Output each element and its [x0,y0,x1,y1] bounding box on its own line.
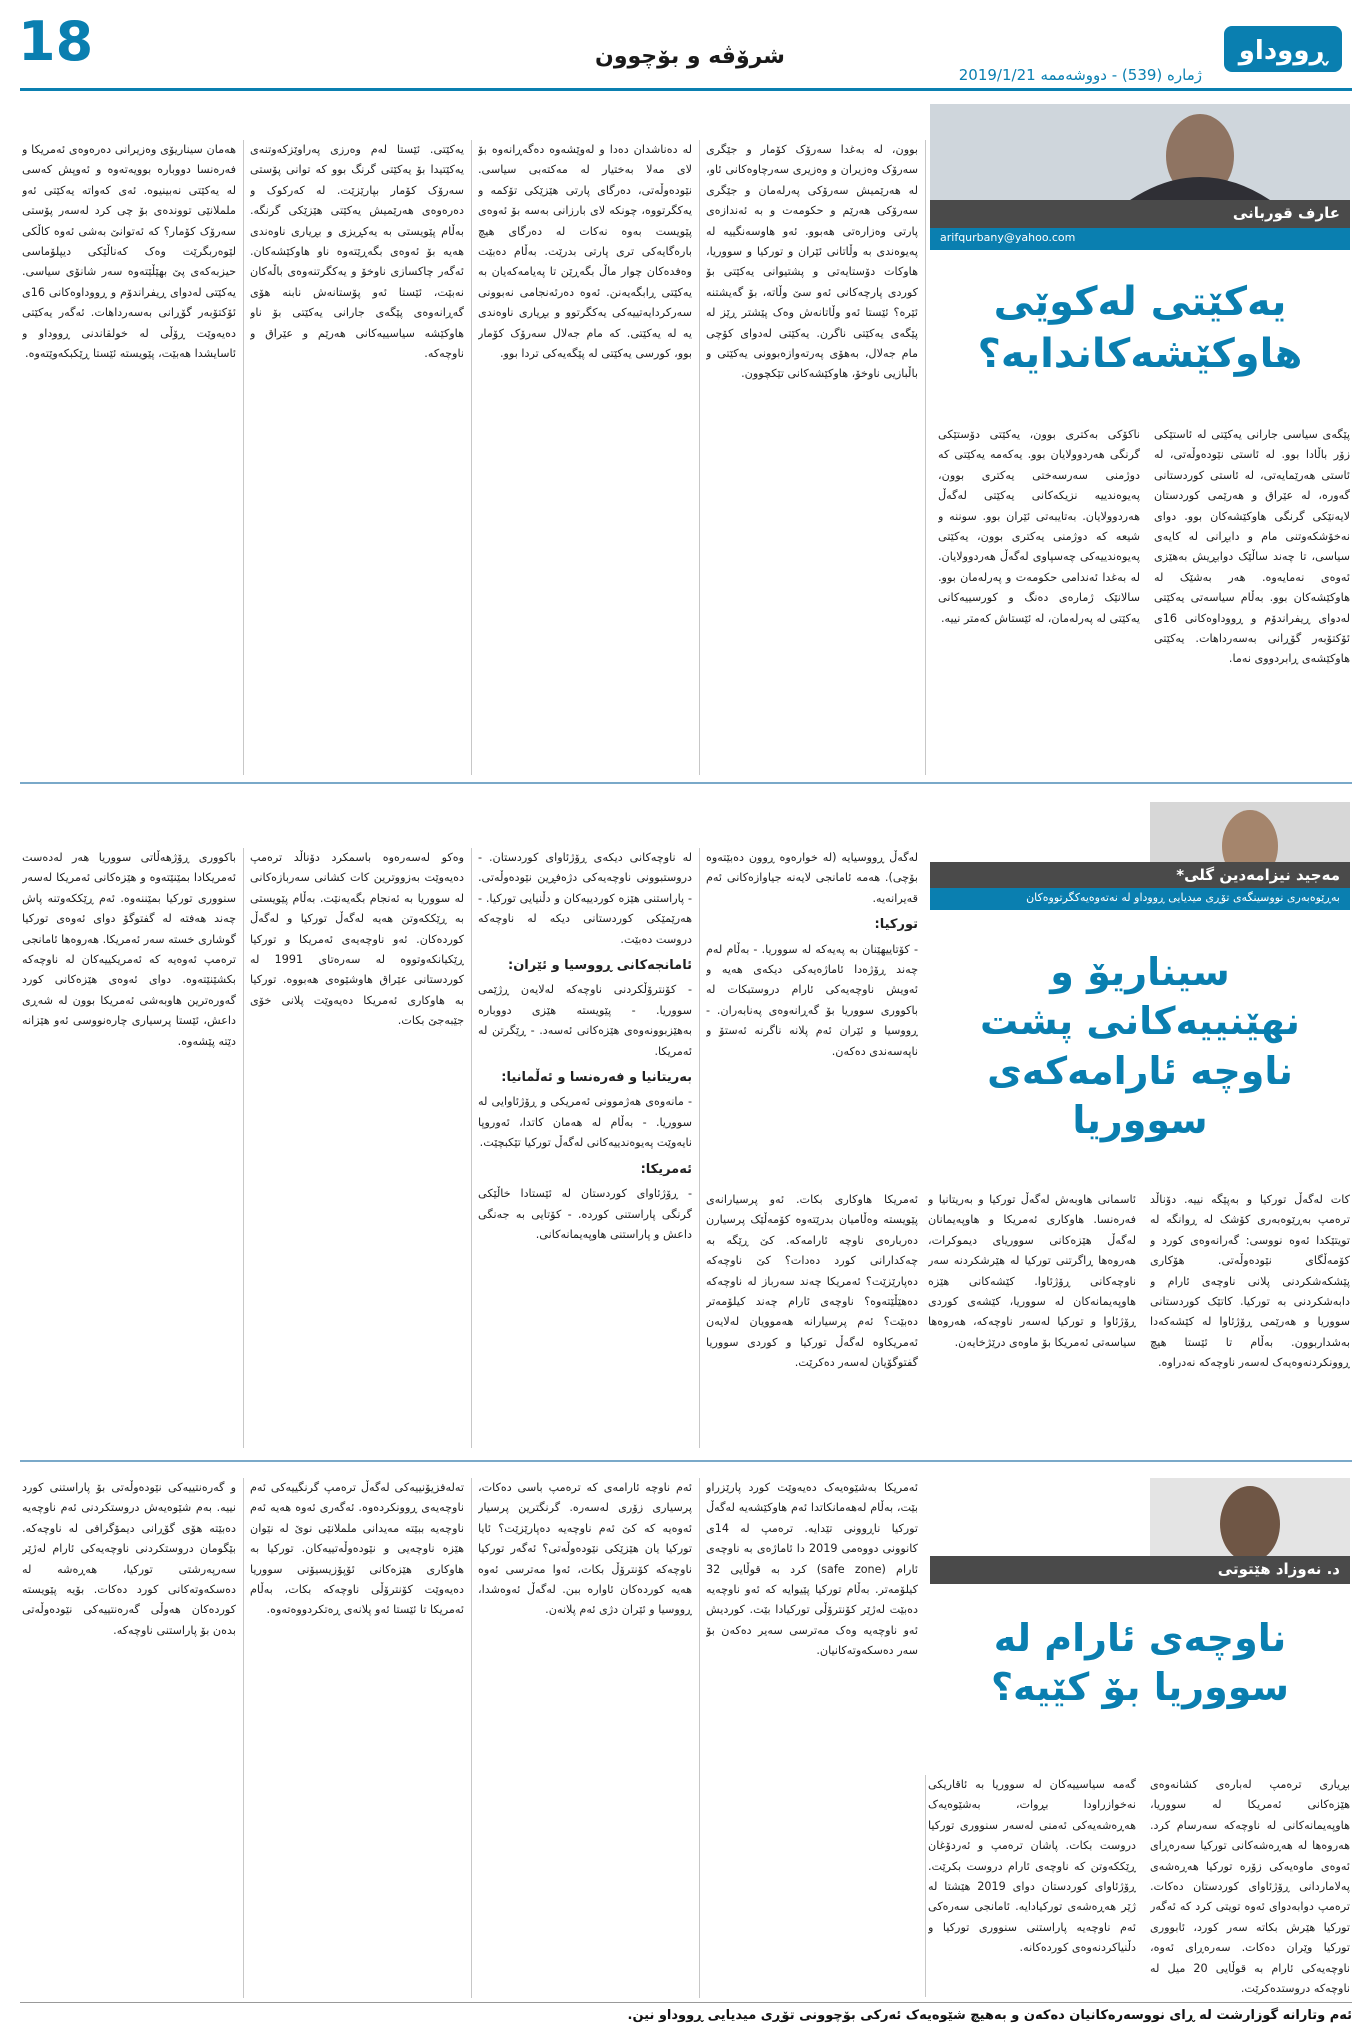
article2-col-a: کات لەگەڵ تورکیا و بەپێگە نییە. دۆناڵد ترەمپ بەڕێوەبەری کۆشک لە ڕوانگە لە تویتێکدا ئەوە نووسی: گەرانەوەی کورد و کۆمەڵگای نێودەوڵەتی. هۆکاری پێشکەشکردنی پلانی ناوچەی ئارام و دابەشکردنی بە تورکیا. کاتێک کوردستانی سووریا و هەرێمی ڕۆژئاوا لە کێشەکەدا بەشداربوون. بەڵام تا ئێستا هیچ ڕوونکردنەوەیەک لەسەر ناوچەکە نەدراوە. [1150,1193,1350,1370]
article2-e-text: لە ناوچەکانی دیکەی ڕۆژئاوای کوردستان. - دروستبوونی ناوچەیەکی دژەفڕین نێودەوڵەتی. - پاراستنی هێزە کوردییەکان و دڵنیایی تورکیا. - هەرێمێکی کوردستانی دیکە لە ناوچەکە دروست دەبێت. [478,851,692,946]
article3-col-d: ئەم ناوچە ئارامەی کە ترەمپ باسی دەکات، پرسیاری زۆری لەسەرە. گرنگترین پرسیار ئەوەیە کە کێ ئەم ناوچەیە دەپارێزێت؟ ئایا تورکیا یان هێزێکی نێودەوڵەتی؟ ئەگەر تورکیا ناوچەکە کۆنترۆڵ بکات، ئەوا مەترسی ئەوە هەیە کوردەکان ئاوارە ببن. لەگەڵ ئەوەشدا، ڕووسیا و ئێران دژی ئەم پلانەن. [478,1481,692,1617]
article3-col-a: بڕیاری ترەمپ لەبارەی کشانەوەی هێزەکانی ئەمریکا لە سووریا، هاوپەیمانەکانی لە ناوچەکە سەرسام کرد. هەروەها لە هەڕەشەکانی تورکیا سەرەڕای ئەوەی ماوەیەکی زۆرە تورکیا هەڕەشەی پەلاماردانی ڕۆژئاوای کوردستان دەکات. ترەمپ دوابەدوای ئەوە تویتی کرد کە ئەگەر تورکیا هێرش بکاتە سەر کورد، ئابووری تورکیا وێران دەکات. سەرەڕای ئەوە، ناوچەیەکی ئارام بە قوڵایی 20 میل لە ناوچەکە دروستدەکرێت. [1150,1778,1350,1996]
article-title-1: یەکێتی لەکوێی هاوکێشەکاندایە؟ [977,279,1303,377]
article2-intro: لەگەڵ ڕووسیایە (لە خوارەوە ڕوون دەبێتەوە بۆچی). هەمە ئامانجی لایەنە جیاوازەکانی ئەم قەیرانەیە. [706,851,918,905]
footer-rule [20,2002,1352,2003]
column-rule [925,1775,926,1997]
article-divider [20,1460,1352,1462]
column-rule [471,848,472,1448]
column-rule [243,140,244,775]
rudaw-logo [1224,16,1342,80]
section-title: شرۆڤە و بۆچوون [595,44,785,69]
column-rule [471,140,472,775]
page-number: 18 [18,10,94,73]
subhead-turkey: تورکیا: [874,917,918,933]
article2-col-b: ئاسمانی هاوبەش لەگەڵ تورکیا و بەریتانیا و فەرەنسا. هاوکاری ئەمریکا و هاوپەیمانان لەگەڵ هێزەکانی سووریای دیموکرات، هەروەها ڕاگرتنی تورکیا لە هێرشکردنە سەر ناوچەکانی ڕۆژئاوا. کێشەکانی هێزە هاوپەیمانەکان لە سووریا، کێشەی کوردی ڕۆژئاوا و تورکیا لەسەر ناوچەکە، هەروەها سیاسەتی ئەمریکا بۆ ماوەی درێژخایەن. [928,1193,1136,1349]
article2-col-f: وەکو لەسەرەوە باسمکرد دۆناڵد ترەمپ دەیەوێت بەزووترین کات کشانی سەربازەکانی لە سووریا بە ئەنجام بگەیەنێت. بەڵام پێویستی بە ڕێککەوتن هەیە لەگەڵ تورکیا و لەگەڵ کوردەکان. ئەو ناوچەیەی ئەمریکا و تورکیا ڕێکیانکەوتووە لە سەرەتای 1991 لە کوردستانی عێراق هاوشێوەی هەبووە. تورکیا بە هاوکاری ئەمریکا دەیەوێت پلانی خۆی جێبەجێ بکات. [250,851,464,1028]
article2-turkey-text: - کۆتاییهێنان بە پەیەکە لە سووریا. - بەڵام لەم چەند ڕۆژەدا ئاماژەیەکی دیکەی هەیە و ئەویش ناوچەیەکی ئارام دروستبکات لە باکووری سووریا بۆ گەڕانەوەی پەنابەران. - ڕووسیا و ئێران ئەم پلانە ناگرنە ئەستۆ و ناپەسەندی دەکەن. [706,942,918,1058]
article1-col-a: پێگەی سیاسی جارانی یەکێتی لە ئاستێکی زۆر باڵادا بوو. لە ئاستی نێودەوڵەتی، لە ئاستی هەرێمایەتی، لە ئاستی کوردستانی گەورە، لە عێراق و هەرێمی کوردستان لایەنێکی گرنگی هاوکێشەکان بوو. دوای نەخۆشکەوتنی مام و دابڕانی لە کایەی سیاسی، تا چەند ساڵێک دوابڕیش بەهێزی ئەوەی نەمایەوە. هەر بەشێک لە هاوکێشەکان بوو. بەڵام سیاسەتی یەکێتی لەدوای ڕیفراندۆم و ڕووداوەکانی 16ی ئۆکتۆبەر گۆڕانی بەسەرداهات. یەکێتی هاوکێشەی ڕابردووی نەما. [1154,428,1350,666]
subhead-russia-iran: ئامانجەکانی ڕووسیا و ئێران: [508,958,692,974]
issue-line: ژمارە (539) - دووشەممە 2019/1/21 [958,66,1202,84]
subhead-usa: ئەمریکا: [640,1161,692,1177]
article1-col-b: ناکۆکی بەکتری بوون، یەکێتی دۆستێکی گرنگی هەردوولایان بوو. یەکەمە یەکێتی کە دوژمنی سەرسەختی یەکتری بوون، پەیوەندییە نزیکەکانی یەکێتی لەگەڵ هەردوولایان. بەتایبەتی ئێران بوو. سوننە و شیعە کە دوژمنی یەکتری بوون، یەکێتی پەیوەندییەکی چەسپاوی لەگەڵ هەردوولایان. لە بەغدا ئەندامی حکومەت و پەرلەمان بوو. سالانێک ژمارەی دەنگ و کورسییەکانی یەکێتی لە پەرلەمان، لە ئێستاش کەمتر نییە. [938,428,1140,625]
column-rule [699,848,700,1448]
header-rule [20,88,1352,91]
article2-uk-text: - مانەوەی هەژموونی ئەمریکی و ڕۆژئاوایی لە سووریا. - بەڵام لە هەمان کاتدا، ئەوروپا نایەوێت پەیوەندییەکانی لەگەڵ تورکیا تێکبچێت. [478,1095,692,1150]
logo-text: ڕووداو [1238,36,1328,66]
article1-col-c: بوون، لە بەغدا سەرۆک کۆمار و جێگری سەرۆک وەزیران و وەزیری سەرچاوەکانی ئاو، لە هەرێمیش سەرۆکی پەرلەمان و جێگری سەرۆکی هەرێم و حکومەت و بە ئەندازەی پارتی وەزارەتی هەبوو. ئەو هاوسەنگییە لە پەیوەندی بە وڵاتانی ئێران و تورکیا و سووریا، هاوکات دۆستایەتی و پشتیوانی یەکێتی بۆ کوردی پارچەکانی ئەو سێ وڵاتە، بۆ گەیشتنە ئێرە؟ ئێستا ئەو وڵاتانەش وەک پێشتر ڕێز لە پێگەی یەکێتی ناگرن. یەکێتی لەدوای کۆچی مام جەلال، بەهۆی پەرتەوازەبوونی یەکێتی و باڵبازیی ناوخۆ، هاوکێشەکانی تێکچوون. [706,143,918,381]
subhead-uk-france-germany: بەریتانیا و فەرەنسا و ئەڵمانیا: [501,1070,692,1086]
column-rule [925,140,926,775]
article2-col-c: ئەمریکا هاوکاری بکات. ئەو پرسیارانەی پێویستە وەڵامیان بدرێتەوە کۆمەڵێک پرسیارن دەربارەی ناوچە ئارامەکە. کێ ڕێگە بە چەکدارانی کورد دەدات؟ کێ ناوچەکە دەپارێزێت؟ ئەمریکا چەند سەرباز لە ناوچەکە دەهێڵێتەوە؟ ناوچەی ئارام چەند کیلۆمەتر دەبێت؟ ئەم پرسیارانە هەموویان لەلایەن ئەمریکاوە لەگەڵ تورکیا و کوردی سووریا گفتوگۆیان لەسەر دەکرێت. [706,1193,918,1370]
column-rule [243,848,244,1448]
column-rule [699,1478,700,1998]
article1-col-f: هەمان سیناریۆی وەزیرانی دەرەوەی ئەمریکا و فەرەنسا دووبارە بوویەتەوە و ئەوپش کەسی لە یەکێتی نەبینیوە. ئەی کەواتە یەکێتی ئەو ململانێی تووندەی بۆ چی کرد لەسەر پۆستی سەرۆک کۆمار؟ کە ئەتوانێ بەشی ئەوە کاڵکی لێوەربگرێت وەک کەناڵێکی دیپلۆماسی حیزبەکەی پێ بهێڵێتەوە سەر شانۆی سیاسی. یەکێتی لەدوای ڕیفراندۆم و ڕووداوەکانی 16ی ئۆکتۆبەر گۆڕانی بەسەرداهات. ئەگەر یەکێتی دەیەوێت ڕۆڵی لە خولقاندنی ڕووداو و ئاسایشدا هەبێت، پێویستە ئێستا ڕێکبکەوێتەوە. [22,143,236,361]
author-subtitle-2: بەڕێوەبەری نووسینگەی تۆڕی میدیایی ڕووداو لە نەتەوەیەکگرتووەکان [930,888,1350,910]
column-rule [699,140,700,775]
author-email-1[interactable]: arifqurbany@yahoo.com [930,228,1350,250]
article3-col-b: گەمە سیاسییەکان لە سووریا بە ئاقاریکی نەخوازراودا بڕوات، بەشێوەیەک هەڕەشەیەکی ئەمنی لەسەر سنووری تورکیا دروست بکات. پاشان ترەمپ و ئەردۆغان ڕێککەوتن کە ناوچەی ئارام دروست بکرێت. ڕۆژئاوای کوردستان دوای 2019 هێشتا لە ژێر هەڕەشەی تورکیادایە. ئامانجی سەرەکی ئەم ناوچەیە پاراستنی سنووری تورکیا و دڵنیاکردنەوەی کوردەکانە. [928,1778,1136,1955]
author-photo-1 [930,104,1350,200]
article3-col-e: تەلەفزیۆنییەکی لەگەڵ ترەمپ گرنگییەکی ئەم ناوچەیەی ڕوونکردەوە. ئەگەری ئەوە هەیە ئەم ناوچەیە ببێتە مەیدانی ململانێی نوێ لە نێوان هێزە ناوچەیی و نێودەوڵەتییەکان. تورکیا بە هاوکاری هێزەکانی ئۆپۆزیسیۆنی سووریا دەیەوێت کۆنترۆڵی ناوچەکە بکات، بەڵام ئەمریکا تا ئێستا ئەو پلانەی ڕەتکردووەتەوە. [250,1481,464,1617]
article2-russia-text: - کۆنترۆڵکردنی ناوچەکە لەلایەن ڕژێمی سووریا. - پێویستە هێزی دووبارە بەهێزبوونەوەی هێزەکانی ئەسەد. - ڕێگرتن لە ئەمریکا. [478,983,692,1058]
article1-col-e: یەکێتی. ئێستا لەم وەرزی پەراوێزکەوتنەی یەکێتیدا بۆ یەکێتی گرنگ بوو کە توانی پۆستی سەرۆک کۆمار بپارێزێت. لە کەرکوک و دەرەوەی هەرێمیش یەکێتی هێزێکی گرنگە. بەڵام پێویستی بە یەکڕیزی و بڕیاری ناوەندی هەیە بۆ ئەوەی بگەڕێتەوە ناو هاوکێشەکان. ئەگەر چاکسازی ناوخۆ و یەکگرتنەوەی باڵەکان نەبێت، ئێستا ئەو پۆستانەش نابنە هۆی گەڕانەوەی پێگەی جارانی یەکێتی بۆ ناو هاوکێشە سیاسییەکانی هەرێم و عێراق و ناوچەکە. [250,143,464,361]
author-name-2: مەجید نیزامەدین گلی* [930,862,1350,888]
author-name-3: د. نەوزاد هێتوتی [930,1556,1350,1584]
article2-col-d [706,848,918,1178]
column-rule [471,1478,472,1998]
article3-col-c: ئەمریکا بەشێوەیەک دەیەوێت کورد پارێزراو بێت، بەڵام لەهەمانکاتدا ئەم هاوکێشەیە لەگەڵ تورکیا ناڕوونی تێدایە. ترەمپ لە 14ی کانوونی دووەمی 2019 دا ئاماژەی بە ناوچەی ئارام (safe zone) کرد بە قوڵایی 32 کیلۆمەتر. بەڵام تورکیا پێیوایە کە ئەو ناوچەیە دەبێت لەژێر کۆنترۆڵی تورکیادا بێت. کوردیش ئەو ناوچەیە وەک مەترسی سەیر دەکەن بۆ سەر دەسکەوتەکانیان. [706,1481,918,1658]
author-name-1: عارف قوربانی [930,200,1350,228]
article2-col-e [478,848,692,1448]
article2-col-g: باکووری ڕۆژهەڵاتی سووریا هەر لەدەست ئەمریکادا بمێنێتەوە و هێزەکانی ئەمریکا لەسەر سنووری تورکیا بمێننەوە. ئەم ڕێککەوتنە پاش چەند هەفتە لە گفتوگۆ دوای ئەوەی تورکیا گوشاری خستە سەر ئەمریکا. هەروەها ئامانجی ترەمپ ئەوەیە کە ئەمریکییەکان لە ناوچەکە بکشێنێتەوە. دوای ئەوەی هێزەکانی کورد گەورەترین هاوبەشی ئەمریکا بوون لە شەڕی داعش، ئێستا پرسیاری چارەنووسی ئەو هێزانە دێتە پێشەوە. [22,851,236,1048]
article-title-3: ناوچەی ئارام لە سووریا بۆ کێیە؟ [991,1616,1289,1710]
article1-col-d: لە دەناشدان دەدا و لەوێشەوە دەگەڕانەوە بۆ لای مەلا بەختیار لە مەکتەبی سیاسی. نێودەوڵەتی، دەرگای پارتی هێزێکی تۆکمە و یەکگرتووە، چونکە لای بارزانی بەسە بۆ ئەوەی پێویست بەوە نەکات لە دەرگای هیچ بارەگایەکی تری پارتی بدرێت. بەڵام دەبێت وەفدەکان چوار ماڵ بگەڕێن تا پەیامەکەیان بە یەکێتی ڕابگەیەنن. ئەوە دەرئەنجامی نەبوونی سەرکردایەتییەکی یەکگرتوو و بڕیاری ناوەندی یە لە یەکێتی. کە مام جەلال سەرۆک کۆمار بوو، کورسی یەکێتی لە پێگەیەکی تردا بوو. [478,143,692,361]
article-title-2: سیناریۆ و نهێنییەکانی پشت ناوچە ئارامەکەی سووریا [980,950,1300,1143]
article3-col-f: و گەرەنتییەکی نێودەوڵەتی بۆ پاراستنی کورد نییە. بەم شێوەیەش دروستکردنی ئەم ناوچەیە دەبێتە هۆی گۆڕانی دیمۆگرافی لە ناوچەکە. بێگومان دروستکردنی ناوچەیەکی ئارام لەژێر سەرپەرشتی تورکیا، هەڕەشە لە دەسکەوتەکانی کورد دەکات. بۆیە پێویستە کوردەکان هەوڵی گەرەنتییەکی نێودەوڵەتی بدەن بۆ پاراستنی ناوچەکە. [22,1481,236,1637]
article2-usa-text: - ڕۆژئاوای کوردستان لە ئێستادا خاڵێکی گرنگی پاراستنی کوردە. - کۆتایی بە جەنگی داعش و پاراستنی هاوپەیمانەکانی. [478,1187,692,1241]
article-divider [20,782,1352,784]
footer-disclaimer: ئەم وتارانە گوزارشت لە ڕای نووسەرەکانیان دەکەن و بەهیچ شێوەیەک ئەرکی بۆچوونی تۆڕی میدیایی ڕووداو نین. [627,2008,1352,2023]
column-rule [243,1478,244,1998]
